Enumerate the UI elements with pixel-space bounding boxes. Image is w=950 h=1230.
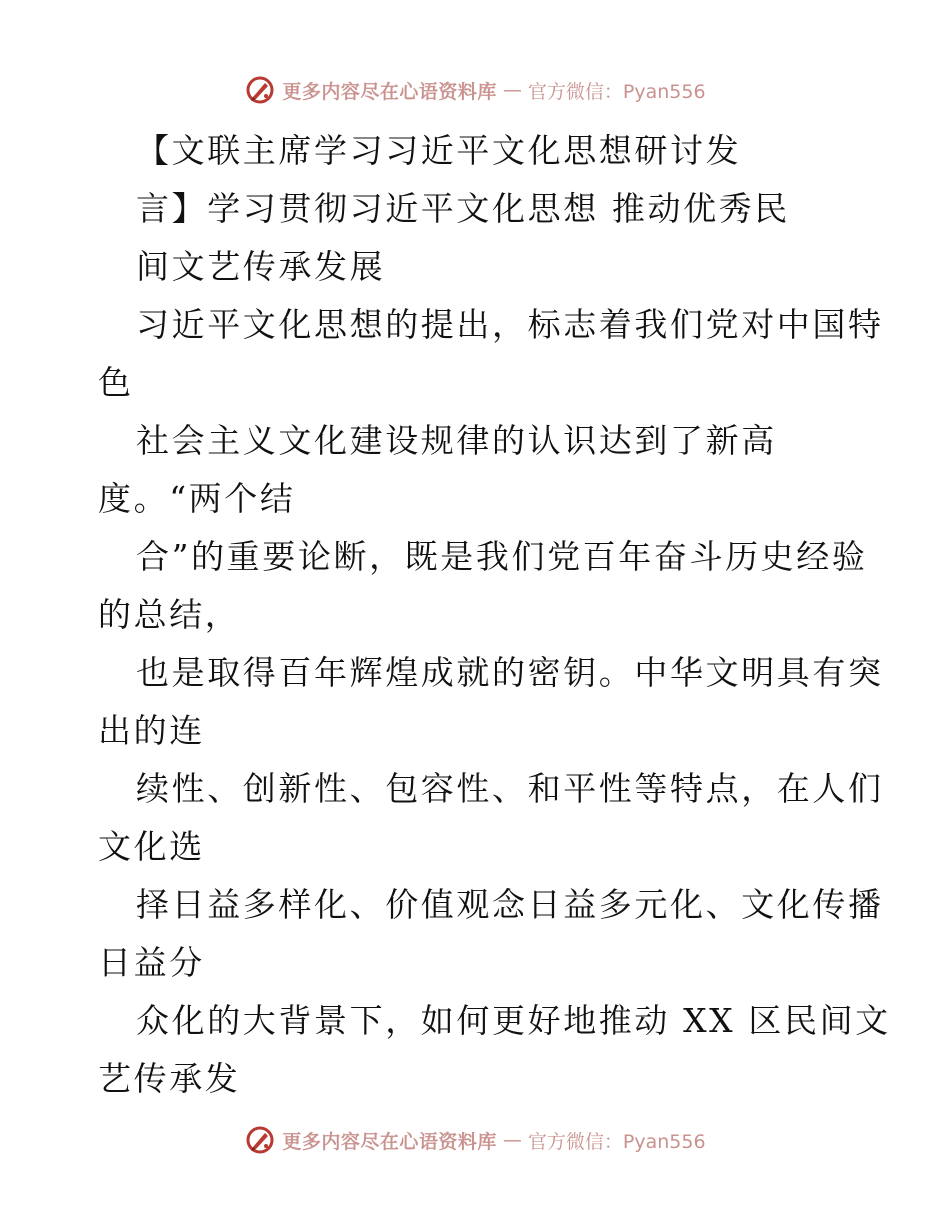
body-line: 也是取得百年辉煌成就的密钥。中华文明具有突: [136, 653, 884, 692]
body-line: 合”的重要论断，既是我们党百年奋斗历史经验: [136, 537, 868, 576]
body-line: 出的连: [98, 711, 205, 750]
pen-logo-icon: [244, 1124, 276, 1156]
footer-watermark-banner: [0, 1120, 950, 1160]
body-line: 色: [98, 363, 134, 402]
body-line: 度。“两个结: [98, 479, 296, 518]
body-line: 社会主义文化建设规律的认识达到了新高: [136, 421, 777, 460]
title-line-1: 【文联主席学习习近平文化思想研讨发: [136, 131, 742, 170]
body-line: 文化选: [98, 827, 205, 866]
banner-dash: —: [502, 1129, 522, 1151]
body-line: 日益分: [98, 943, 205, 982]
banner-dash: —: [502, 79, 522, 101]
body-line: 的总结，: [98, 595, 241, 634]
title-line-3: 间文艺传承发展: [136, 247, 386, 286]
banner-title: 更多内容尽在心语资料库: [282, 1130, 497, 1153]
banner-title: 更多内容尽在心语资料库: [282, 80, 497, 103]
pen-logo-icon: [244, 74, 276, 106]
body-line: 众化的大背景下，如何更好地推动 XX 区民间文: [136, 1001, 891, 1040]
title-line-2: 言】学习贯彻习近平文化思想 推动优秀民: [136, 189, 790, 228]
body-line: 续性、创新性、包容性、和平性等特点，在人们: [136, 769, 884, 808]
banner-contact: 官方微信：Pyan556: [527, 80, 706, 103]
banner-contact: 官方微信：Pyan556: [527, 1130, 706, 1153]
header-watermark-banner: [0, 70, 950, 110]
body-line: 艺传承发: [98, 1059, 241, 1098]
body-line: 习近平文化思想的提出，标志着我们党对中国特: [136, 305, 884, 344]
body-line: 择日益多样化、价值观念日益多元化、文化传播: [136, 885, 884, 924]
document-body: [98, 122, 891, 1108]
